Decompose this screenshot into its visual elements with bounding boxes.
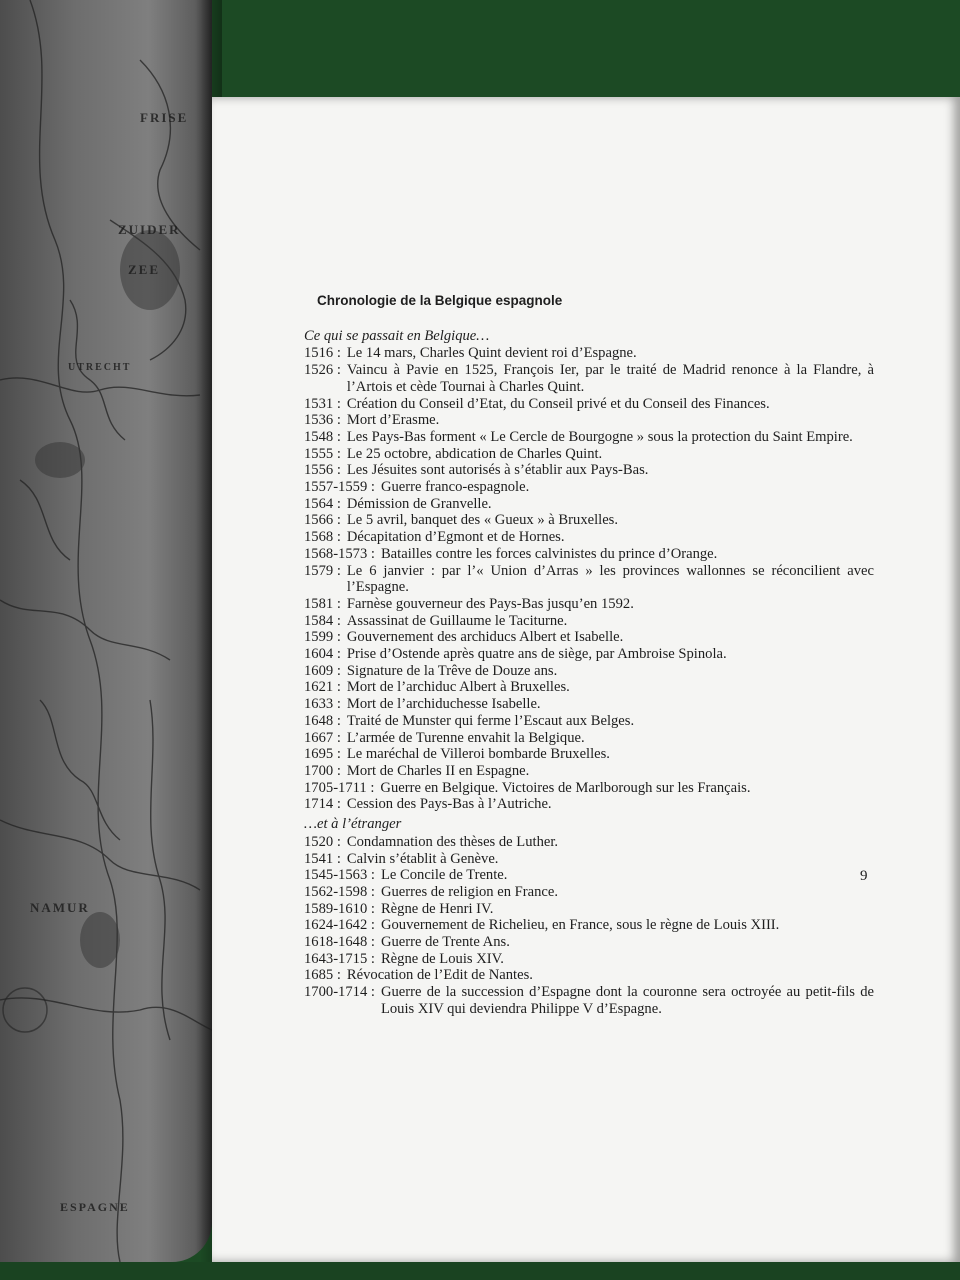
entry-year: 1700 : (304, 762, 341, 779)
chronology-entry (304, 967, 874, 984)
entry-year: 1516 : (304, 345, 341, 362)
chronology-entry (304, 851, 874, 868)
chronology-entry (304, 563, 874, 596)
chronology-entry (304, 546, 874, 563)
entry-text: Mort de Charles II en Espagne. (346, 762, 530, 779)
entry-text: Règne de Henri IV. (380, 900, 494, 917)
chronology-entry (304, 362, 874, 395)
chronology-entry (304, 713, 874, 730)
entry-text: Révocation de l’Edit de Nantes. (346, 967, 533, 984)
entry-year: 1621 : (304, 679, 341, 696)
chronology-entry (304, 746, 874, 763)
entry-list (304, 834, 874, 1018)
entry-text: Gouvernement de Richelieu, en France, sous le règne de Louis XIII. (380, 917, 780, 934)
entry-text: Mort d’Erasme. (346, 412, 440, 429)
chronology-entry (304, 512, 874, 529)
entry-text: Les Pays-Bas forment « Le Cercle de Bourgogne » sous la protection du Saint Empire. (346, 428, 853, 445)
map-illustration (0, 0, 212, 1262)
entry-year: 1714 : (304, 796, 341, 813)
entry-text: Mort de l’archiduchesse Isabelle. (346, 696, 541, 713)
entry-text: Guerre de Trente Ans. (380, 934, 510, 951)
chronology-content (304, 293, 874, 1018)
entry-text: Démission de Granvelle. (346, 495, 492, 512)
map-label-namur: NAMUR (30, 900, 90, 915)
entry-text: Création du Conseil d’Etat, du Conseil privé et du Conseil des Finances. (346, 395, 770, 412)
entry-text: Gouvernement des archiducs Albert et Isabelle. (346, 629, 624, 646)
entry-text: Condamnation des thèses de Luther. (346, 833, 559, 850)
entry-year: 1545-1563 : (304, 867, 375, 884)
entry-year: 1667 : (304, 729, 341, 746)
entry-year: 1556 : (304, 462, 341, 479)
section-heading: Ce qui se passait en Belgique… (304, 327, 490, 344)
chronology-entry (304, 596, 874, 613)
chronology-entry (304, 412, 874, 429)
chronology-entry (304, 663, 874, 680)
chronology-entry (304, 629, 874, 646)
entry-year: 1599 : (304, 629, 341, 646)
entry-text: Le 5 avril, banquet des « Gueux » à Bruxelles. (346, 512, 619, 529)
map-label-zee: ZEE (128, 262, 161, 277)
chronology-entry (304, 984, 874, 1017)
entry-year: 1618-1648 : (304, 934, 375, 951)
chronology-entry (304, 345, 874, 362)
entry-year: 1584 : (304, 612, 341, 629)
chronology-entry (304, 730, 874, 747)
entry-year: 1548 : (304, 428, 341, 445)
entry-year: 1557-1559 : (304, 479, 375, 496)
entry-text: Assassinat de Guillaume le Taciturne. (346, 612, 568, 629)
chronology-entry (304, 613, 874, 630)
chronology-entry (304, 462, 874, 479)
chronology-entry (304, 796, 874, 813)
chronology-entry (304, 934, 874, 951)
entry-text: Guerre de la succession d’Espagne dont la couronne sera octroyée au petit-fils de Louis XIV qui deviendra Philippe V d’Espagne. (380, 984, 874, 1017)
entry-text: Signature de la Trêve de Douze ans. (346, 662, 558, 679)
chronology-entry (304, 396, 874, 413)
entry-text: L’armée de Turenne envahit la Belgique. (346, 729, 585, 746)
map-label-espagne: ESPAGNE (60, 1200, 130, 1214)
entry-year: 1624-1642 : (304, 917, 375, 934)
page-title: Chronologie de la Belgique espagnole (317, 293, 563, 308)
chronology-entry (304, 901, 874, 918)
entry-text: Le Concile de Trente. (380, 867, 508, 884)
entry-text: Mort de l’archiduc Albert à Bruxelles. (346, 679, 570, 696)
entry-year: 1568-1573 : (304, 545, 375, 562)
entry-year: 1579 : (304, 562, 341, 579)
page-number: 9 (860, 868, 868, 884)
entry-year: 1541 : (304, 850, 341, 867)
entry-year: 1566 : (304, 512, 341, 529)
entry-year: 1526 : (304, 362, 341, 379)
map-label-frise: FRISE (140, 110, 189, 125)
chronology-entry (304, 446, 874, 463)
entry-text: Décapitation d’Egmont et de Hornes. (346, 529, 565, 546)
entry-year: 1685 : (304, 967, 341, 984)
entry-year: 1564 : (304, 495, 341, 512)
chronology-entry (304, 780, 874, 797)
entry-year: 1581 : (304, 595, 341, 612)
chronology-entry (304, 696, 874, 713)
entry-year: 1589-1610 : (304, 900, 375, 917)
chronology-entry (304, 763, 874, 780)
entry-text: Farnèse gouverneur des Pays-Bas jusqu’en 1592. (346, 595, 634, 612)
entry-text: Vaincu à Pavie en 1525, François Ier, par le traité de Madrid renonce à la Flandre, à l’Artois et cède Tournai à Charles Quint. (346, 362, 874, 395)
entry-text: Le 25 octobre, abdication de Charles Quint. (346, 445, 603, 462)
entry-text: Traité de Munster qui ferme l’Escaut aux Belges. (346, 712, 635, 729)
background-table (0, 1262, 960, 1280)
section-belgium (304, 328, 874, 813)
entry-text: Règne de Louis XIV. (380, 950, 504, 967)
entry-text: Prise d’Ostende après quatre ans de siège, par Ambroise Spinola. (346, 646, 727, 663)
entry-text: Le 14 mars, Charles Quint devient roi d’Espagne. (346, 345, 637, 362)
entry-year: 1536 : (304, 412, 341, 429)
entry-text: Guerre en Belgique. Victoires de Marlborough sur les Français. (380, 779, 751, 796)
entry-text: Guerres de religion en France. (380, 883, 559, 900)
entry-text: Les Jésuites sont autorisés à s’établir aux Pays-Bas. (346, 462, 649, 479)
entry-year: 1520 : (304, 833, 341, 850)
entry-year: 1568 : (304, 529, 341, 546)
map-label-utrecht: UTRECHT (68, 362, 132, 373)
chronology-entry (304, 951, 874, 968)
map-label-zuider: ZUIDER (118, 222, 181, 237)
entry-list (304, 345, 874, 813)
chronology-entry (304, 529, 874, 546)
chronology-entry (304, 679, 874, 696)
entry-year: 1705-1711 : (304, 779, 375, 796)
entry-year: 1609 : (304, 662, 341, 679)
map-page (0, 0, 212, 1262)
entry-year: 1531 : (304, 395, 341, 412)
chronology-entry (304, 834, 874, 851)
entry-text: Le maréchal de Villeroi bombarde Bruxelles. (346, 746, 610, 763)
entry-year: 1648 : (304, 712, 341, 729)
entry-year: 1562-1598 : (304, 883, 375, 900)
entry-year: 1695 : (304, 746, 341, 763)
section-heading: …et à l’étranger (304, 816, 402, 833)
chronology-entry (304, 867, 874, 884)
chronology-entry (304, 917, 874, 934)
chronology-entry (304, 496, 874, 513)
text-page (212, 97, 960, 1262)
entry-year: 1643-1715 : (304, 950, 375, 967)
chronology-entry (304, 884, 874, 901)
entry-year: 1700-1714 : (304, 984, 375, 1001)
entry-text: Calvin s’établit à Genève. (346, 850, 499, 867)
chronology-entry (304, 646, 874, 663)
entry-text: Cession des Pays-Bas à l’Autriche. (346, 796, 552, 813)
entry-year: 1633 : (304, 696, 341, 713)
entry-text: Le 6 janvier : par l’« Union d’Arras » les provinces wallonnes se réconcilient avec l’Espagne. (346, 562, 874, 596)
entry-text: Batailles contre les forces calvinistes du prince d’Orange. (380, 545, 718, 562)
chronology-entry (304, 429, 874, 446)
entry-year: 1604 : (304, 646, 341, 663)
entry-text: Guerre franco-espagnole. (380, 479, 530, 496)
section-abroad (304, 816, 874, 1017)
chronology-entry (304, 479, 874, 496)
entry-year: 1555 : (304, 445, 341, 462)
